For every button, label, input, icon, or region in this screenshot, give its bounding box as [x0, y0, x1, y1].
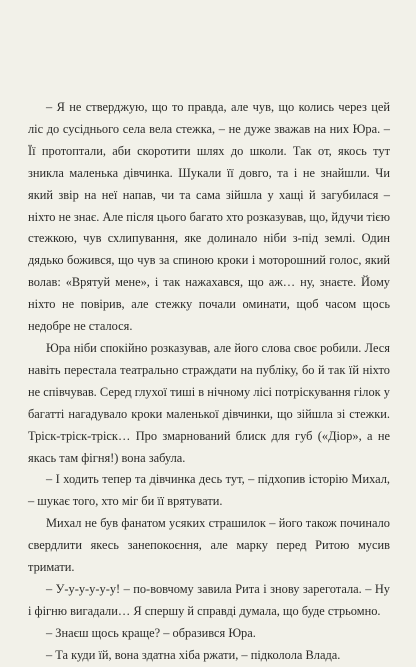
paragraph: – Я не стверджую, що то правда, але чув, що колись через цей ліс до сусіднього села вела стежка, – не дуже зважав на них Юра. – Її протоптали, аби скоротити шлях до школи. Так от, якось тут зникла маленька дівчинка. Шукали її довго, та і не знайшли. Чи який звір на неї напав, чи та сама зійшла у хащі й загубилася – ніхто не знає. Але після цього багато хто розказував, що, йдучи тією стежкою, чув схлипування, яке долинало ніби з-під землі. Один дядько божився, що чув за спиною кроки і моторошний голос, який волав: «Врятуй мене», і так нажахався, що аж… ну, знаєте. Йому ніхто не повірив, але стежку почали оминати, щоб часом щось недобре не сталося.: [28, 100, 390, 334]
page-text: [28, 97, 390, 667]
paragraph: – У-у-у-у-у-у! – по-вовчому завила Рита і знову зареготала. – Ну і фігню вигадали… Я спершу й справді думала, що буде стрьомно.: [28, 581, 390, 618]
paragraph: – І ходить тепер та дівчинка десь тут, – підхопив історію Михал, – шукає того, хто міг би її врятувати.: [28, 472, 390, 509]
paragraph: Юра ніби спокійно розказував, але його слова своє робили. Леся навіть перестала театрально страждати на публіку, бо й так їй ніхто не співчував. Серед глухої тиші в нічному лісі потріскування гілок у багатті нагадувало кроки маленької дівчинки, що зійшла зі стежки. Тріск-тріск-тріск… Про змарнований блиск для губ («Діор», а не якась там фігня!) вона забула.: [28, 340, 390, 465]
paragraph: – Знаєш щось краще? – образився Юра.: [46, 625, 256, 640]
paragraph: Михал не був фанатом усяких страшилок – його також починало свердлити якесь занепокоєння, але марку перед Ритою мусив тримати.: [28, 516, 390, 575]
paragraph: – Та куди їй, вона здатна хіба ржати, – підколола Влада.: [46, 647, 341, 662]
